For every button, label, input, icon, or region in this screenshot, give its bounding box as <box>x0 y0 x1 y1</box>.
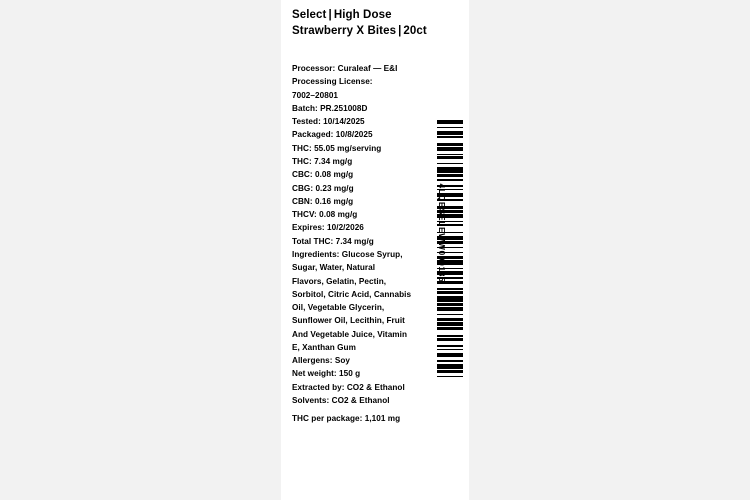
detail-ingredients-line-6: Sunflower Oil, Lecithin, Fruit <box>292 316 405 326</box>
detail-ingredients-line-4: Sorbitol, Citric Acid, Cannabis <box>292 289 412 299</box>
barcode <box>421 120 463 385</box>
detail-ingredients-line-2: Sugar, Water, Natural <box>292 263 376 273</box>
label-details-block <box>292 62 426 407</box>
detail-expires: Expires: 10/2/2026 <box>292 223 364 233</box>
detail-packaged: Packaged: 10/8/2025 <box>292 130 373 140</box>
detail-cbn: CBN: 0.16 mg/g <box>292 196 354 206</box>
detail-thc-per-package: THC per package: 1,101 mg <box>292 414 401 423</box>
title-separator-2: | <box>398 24 402 37</box>
detail-thc-per-serving: THC: 55.05 mg/serving <box>292 143 382 153</box>
detail-ingredients-line-3: Flavors, Gelatin, Pectin, <box>292 276 387 286</box>
title-line-1 <box>292 8 460 24</box>
detail-cbc: CBC: 0.08 mg/g <box>292 170 354 180</box>
title-line-2 <box>292 24 460 40</box>
detail-tested: Tested: 10/14/2025 <box>292 117 365 127</box>
detail-thcv: THCV: 0.08 mg/g <box>292 210 358 220</box>
detail-solvents: Solvents: CO2 & Ethanol <box>292 396 390 406</box>
detail-batch: Batch: PR.251008D <box>292 103 368 113</box>
product-strength: High Dose <box>333 9 392 21</box>
label-title-block <box>292 8 460 39</box>
detail-ingredients-line-5: Oil, Vegetable Glycerin, <box>292 303 385 313</box>
detail-net-weight: Net weight: 150 g <box>292 369 361 379</box>
product-count: 20ct <box>403 24 427 37</box>
barcode-value: 4LQBSELEWW000135 <box>437 183 447 283</box>
detail-processing-license-label: Processing License: <box>292 77 373 87</box>
product-name: Strawberry X Bites <box>292 24 397 37</box>
detail-thc: THC: 7.34 mg/g <box>292 156 353 166</box>
product-label-card <box>281 0 469 500</box>
detail-ingredients-line-8: E, Xanthan Gum <box>292 342 356 352</box>
detail-total-thc: Total THC: 7.34 mg/g <box>292 236 374 246</box>
detail-extracted-by: Extracted by: CO2 & Ethanol <box>292 382 405 392</box>
detail-ingredients-line-7: And Vegetable Juice, Vitamin <box>292 329 408 339</box>
detail-processing-license-number: 7002–20801 <box>292 90 339 100</box>
detail-processor: Processor: Curaleaf — E&I <box>292 64 398 73</box>
detail-allergens: Allergens: Soy <box>292 356 351 366</box>
title-separator-1: | <box>328 9 332 21</box>
brand-name: Select <box>292 9 327 21</box>
detail-cbg: CBG: 0.23 mg/g <box>292 183 354 193</box>
detail-ingredients-line-1: Ingredients: Glucose Syrup, <box>292 249 403 259</box>
barcode-gap <box>437 377 463 381</box>
